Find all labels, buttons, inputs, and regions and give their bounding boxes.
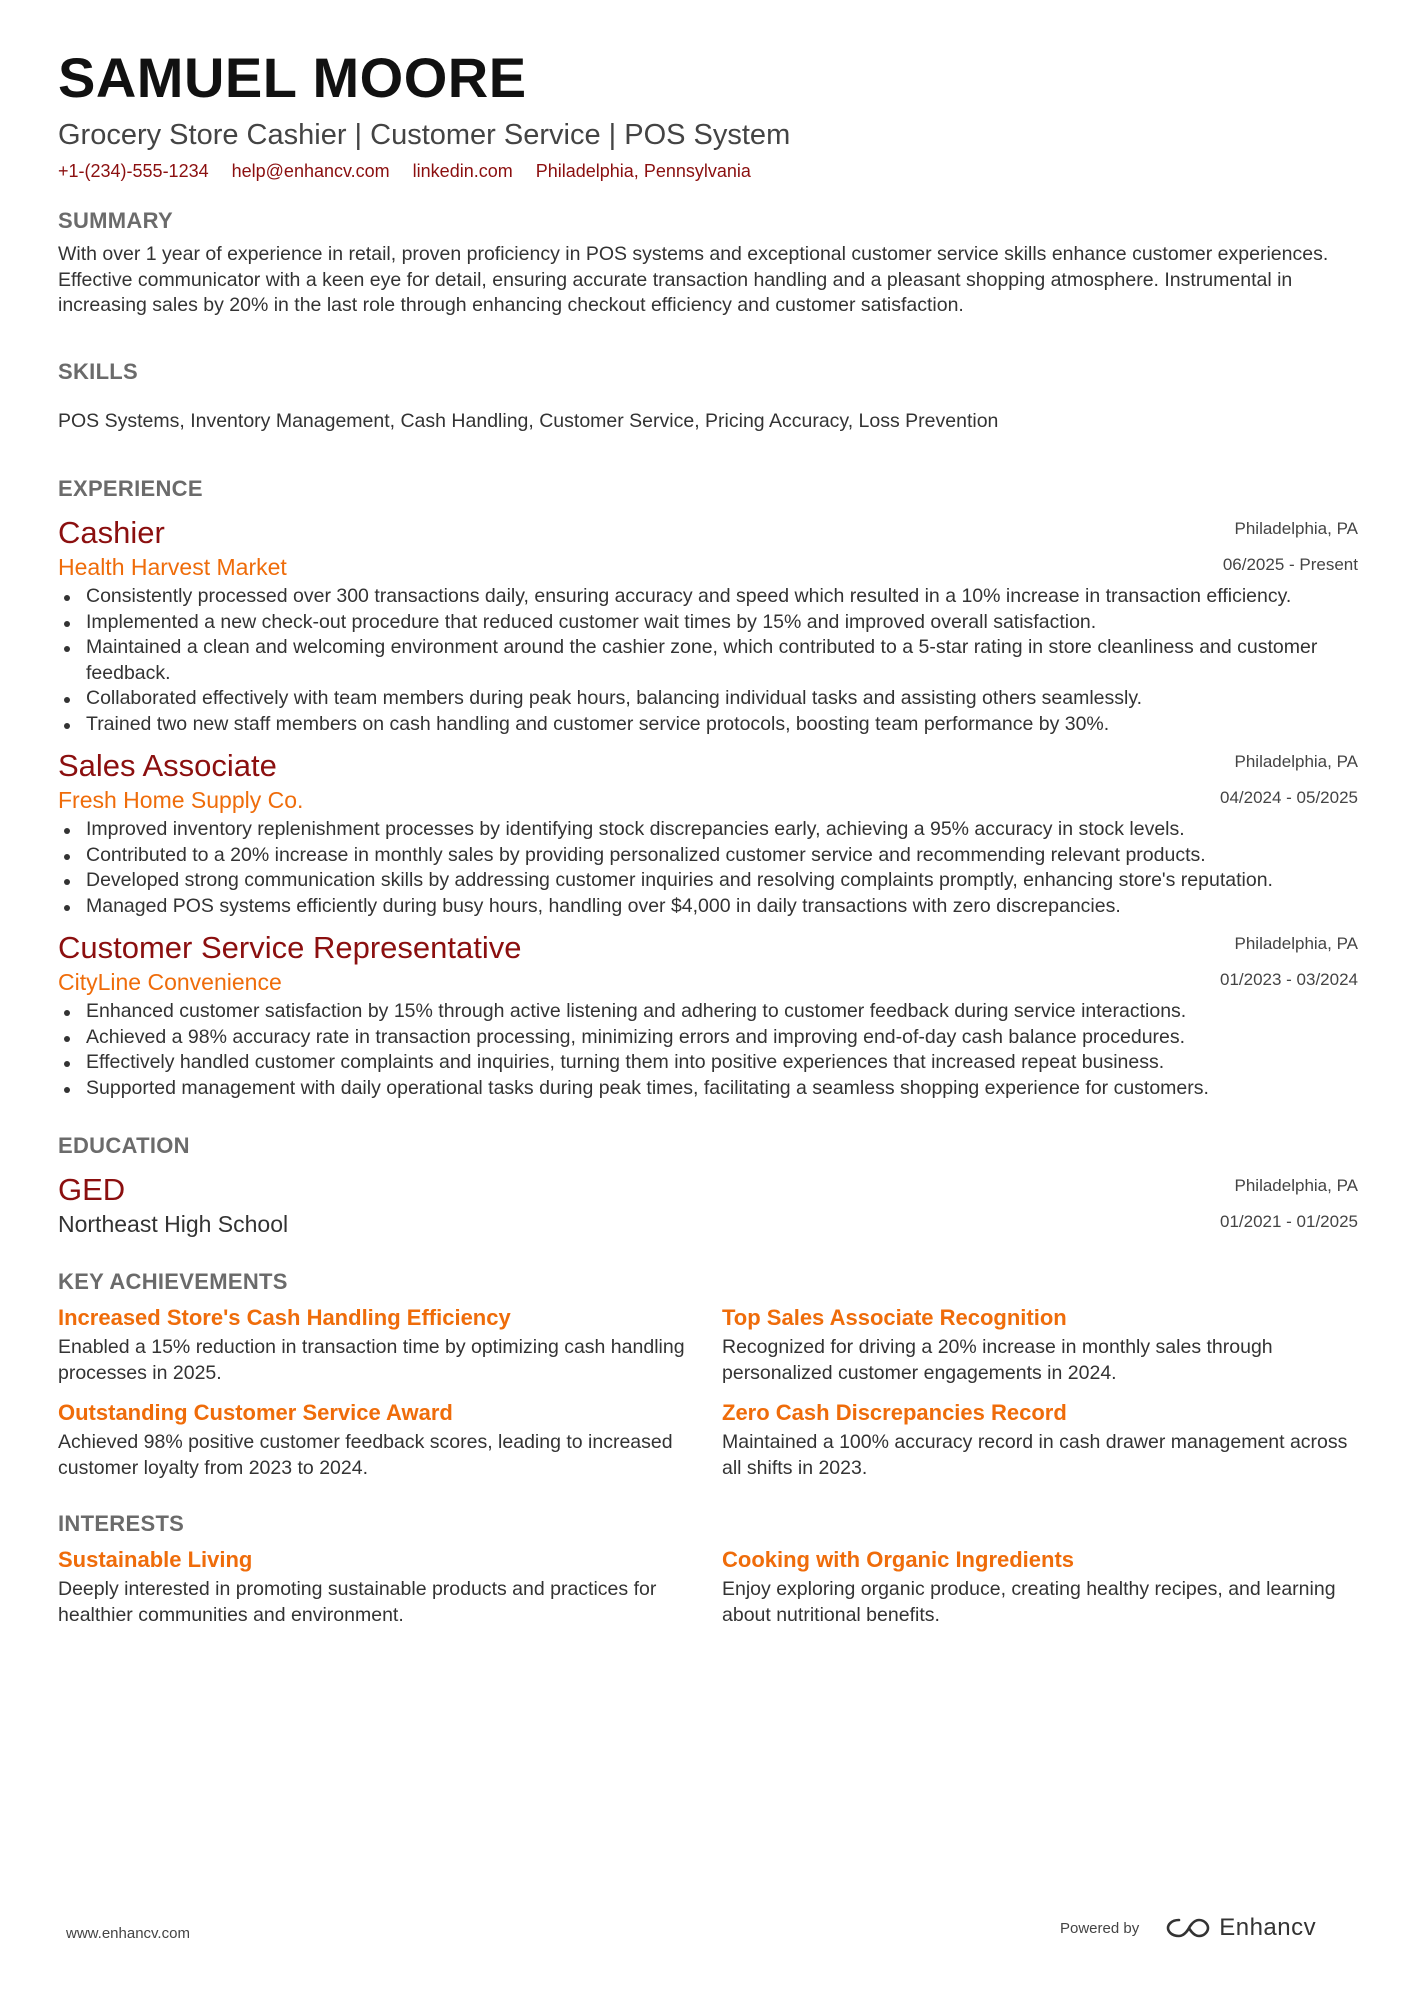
job-entry [58, 929, 1358, 1101]
job-meta [1220, 747, 1358, 811]
job-location: Philadelphia, PA [1234, 519, 1358, 538]
achievement-item [722, 1303, 1370, 1386]
job-bullets [58, 584, 1358, 737]
job-bullet: Achieved a 98% accuracy rate in transaction processing, minimizing errors and improving end-of-day cash balance procedures. [58, 1025, 1358, 1051]
achievement-item [58, 1398, 706, 1481]
education-school: Northeast High School [58, 1211, 289, 1237]
education-location: Philadelphia, PA [1234, 1176, 1358, 1195]
contact-row [58, 158, 1358, 184]
interest-item [722, 1545, 1370, 1628]
contact-phone[interactable]: +1-(234)-555-1234 [58, 161, 209, 181]
job-bullet: Effectively handled customer complaints and inquiries, turning them into positive experiences that increased repeat business. [58, 1050, 1358, 1076]
interests-grid [58, 1539, 1358, 1634]
job-dates: 01/2023 - 03/2024 [1219, 970, 1358, 989]
powered-by-label: Powered by [1060, 1919, 1140, 1937]
achievement-desc: Enabled a 15% reduction in transaction time by optimizing cash handling processes in 2025. [58, 1336, 685, 1384]
skills-title: SKILLS [58, 358, 139, 384]
interest-title: Sustainable Living [58, 1547, 253, 1572]
achievement-desc: Achieved 98% positive customer feedback scores, leading to increased customer loyalty from 2023 to 2024. [58, 1431, 673, 1479]
achievement-desc: Recognized for driving a 20% increase in monthly sales through personalized customer engagements in 2024. [722, 1336, 1273, 1384]
job-bullet: Maintained a clean and welcoming environment around the cashier zone, which contributed to a 5-star rating in store cleanliness and customer feedback. [58, 635, 1358, 686]
candidate-headline: Grocery Store Cashier | Customer Service | POS System [58, 119, 791, 151]
job-title: Sales Associate [58, 748, 277, 783]
achievement-item [58, 1303, 706, 1386]
job-bullet: Collaborated effectively with team members during peak hours, balancing individual tasks and assisting others seamlessly. [58, 686, 1358, 712]
contact-email[interactable]: help@enhancv.com [231, 161, 390, 181]
job-dates: 04/2024 - 05/2025 [1219, 788, 1358, 807]
education-entry [58, 1171, 1358, 1239]
job-title: Cashier [58, 515, 165, 550]
achievement-title: Top Sales Associate Recognition [722, 1305, 1067, 1330]
skills-section [58, 357, 1358, 435]
achievements-title: KEY ACHIEVEMENTS [58, 1269, 288, 1294]
resume-header [58, 44, 1358, 184]
job-bullet: Consistently processed over 300 transactions daily, ensuring accuracy and speed which resulted in a 10% increase in transaction efficiency. [58, 584, 1358, 610]
job-location: Philadelphia, PA [1234, 934, 1358, 953]
job-bullet: Trained two new staff members on cash handling and customer service protocols, boosting team performance by 30%. [58, 712, 1358, 738]
enhancv-logo-icon [1165, 1915, 1211, 1941]
footer-website[interactable]: www.enhancv.com [66, 1925, 190, 1942]
summary-section [58, 206, 1358, 319]
interest-desc: Deeply interested in promoting sustainable products and practices for healthier communities and environment. [58, 1578, 657, 1626]
interest-desc: Enjoy exploring organic produce, creating healthy recipes, and learning about nutritional benefits. [722, 1578, 1336, 1626]
job-header [58, 929, 1358, 997]
experience-section [58, 474, 1358, 1101]
achievement-title: Outstanding Customer Service Award [58, 1400, 453, 1425]
job-dates: 06/2025 - Present [1222, 555, 1358, 574]
job-bullet: Supported management with daily operational tasks during peak times, facilitating a seamless shopping experience for customers. [58, 1076, 1358, 1102]
job-header [58, 514, 1358, 582]
interests-section [58, 1509, 1358, 1634]
education-section [58, 1131, 1358, 1239]
job-company: Health Harvest Market [58, 554, 287, 580]
job-bullet: Implemented a new check-out procedure that reduced customer wait times by 15% and improved overall satisfaction. [58, 610, 1358, 636]
job-entry [58, 514, 1358, 737]
job-bullets [58, 999, 1358, 1101]
job-bullet: Improved inventory replenishment processes by identifying stock discrepancies early, achieving a 95% accuracy in stock levels. [58, 817, 1358, 843]
achievement-desc: Maintained a 100% accuracy record in cash drawer management across all shifts in 2023. [722, 1431, 1348, 1479]
education-title: EDUCATION [58, 1133, 190, 1158]
skills-text: POS Systems, Inventory Management, Cash Handling, Customer Service, Pricing Accuracy, Loss Prevention [58, 409, 999, 432]
achievement-item [722, 1398, 1370, 1481]
job-bullet: Developed strong communication skills by addressing customer inquiries and resolving complaints promptly, enhancing store's reputation. [58, 868, 1358, 894]
achievements-section [58, 1267, 1358, 1487]
achievement-title: Zero Cash Discrepancies Record [722, 1400, 1067, 1425]
job-bullets [58, 817, 1358, 919]
job-title: Customer Service Representative [58, 930, 522, 965]
education-meta [1220, 1171, 1358, 1235]
job-location: Philadelphia, PA [1234, 752, 1358, 771]
education-dates: 01/2021 - 01/2025 [1219, 1212, 1358, 1231]
experience-title: EXPERIENCE [58, 476, 203, 501]
job-meta [1223, 514, 1358, 578]
summary-title: SUMMARY [58, 208, 173, 233]
summary-text: With over 1 year of experience in retail, proven proficiency in POS systems and exceptional customer service skills enhance customer experiences. Effective communicator with a keen eye for detail, ensuring accurate transaction handling and a pleasant shopping atmosphere. Instrumental in increasing sales by 20% in the last role through enhancing checkout efficiency and customer satisfaction. [58, 243, 1329, 316]
job-entry [58, 747, 1358, 919]
achievement-title: Increased Store's Cash Handling Efficiency [58, 1305, 511, 1330]
candidate-name: SAMUEL MOORE [58, 46, 527, 109]
interest-item [58, 1545, 706, 1628]
contact-location: Philadelphia, Pennsylvania [535, 161, 751, 181]
footer-branding [1060, 1914, 1316, 1942]
job-bullet: Managed POS systems efficiently during busy hours, handling over $4,000 in daily transactions with zero discrepancies. [58, 894, 1358, 920]
interests-title: INTERESTS [58, 1511, 185, 1536]
education-degree: GED [58, 1172, 126, 1207]
resume-page [58, 44, 1358, 1634]
interest-title: Cooking with Organic Ingredients [722, 1547, 1075, 1572]
contact-linkedin[interactable]: linkedin.com [412, 161, 513, 181]
job-company: CityLine Convenience [58, 969, 282, 995]
job-header [58, 747, 1358, 815]
job-bullet: Enhanced customer satisfaction by 15% through active listening and adhering to customer feedback during service interactions. [58, 999, 1358, 1025]
job-meta [1220, 929, 1358, 993]
enhancv-brand[interactable]: Enhancv [1219, 1914, 1317, 1941]
job-bullet: Contributed to a 20% increase in monthly sales by providing personalized customer service and recommending relevant products. [58, 843, 1358, 869]
achievements-grid [58, 1297, 1358, 1487]
job-company: Fresh Home Supply Co. [58, 787, 304, 813]
